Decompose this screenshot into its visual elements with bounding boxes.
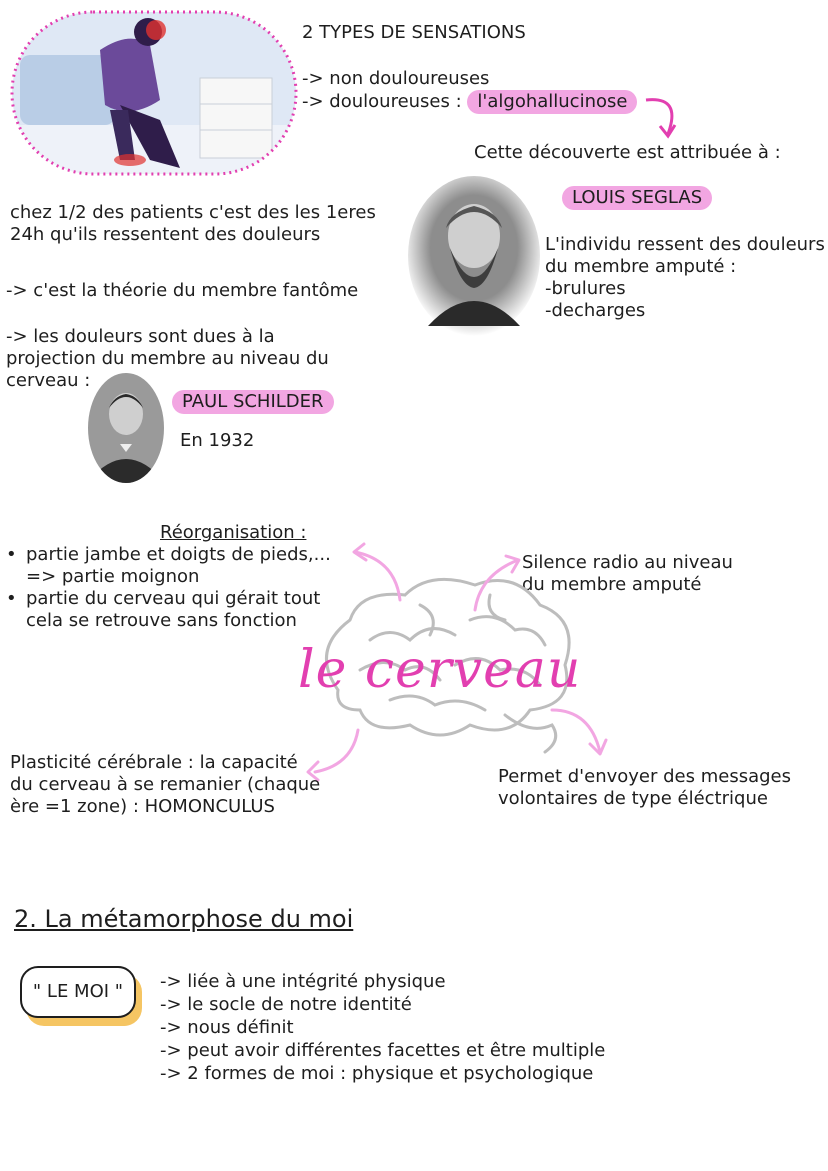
permet-text: [498, 766, 791, 810]
algohallucinose-highlight: l'algohallucinose: [467, 90, 637, 114]
reorganisation-list: [6, 544, 331, 632]
sensation-item-1: -> non douloureuses: [302, 68, 490, 89]
plasticite-line: Plasticité cérébrale : la capacité: [10, 752, 298, 773]
curved-arrow-icon: [640, 92, 690, 142]
projection-paragraph: [6, 326, 329, 392]
plasticite-text: [10, 752, 320, 818]
seglas-desc-line: -decharges: [545, 300, 646, 321]
plasticite-line: ère =1 zone) : HOMONCULUS: [10, 796, 275, 817]
attribution-text: Cette découverte est attribuée à :: [474, 142, 781, 163]
moi-list: [160, 970, 605, 1085]
le-moi-badge-label: " LE MOI ": [20, 966, 136, 1018]
patients-paragraph: [10, 202, 376, 246]
reorg-bullet-line: partie du cerveau qui gérait tout: [26, 588, 321, 609]
moi-list-item: -> nous définit: [160, 1017, 294, 1038]
permet-line: Permet d'envoyer des messages: [498, 766, 792, 787]
le-cerveau-title: le cerveau: [298, 640, 582, 700]
section-2-heading: 2. La métamorphose du moi: [14, 905, 354, 933]
reorg-bullet: • partie jambe et doigts de pieds,... => partie moignon: [6, 544, 331, 587]
paul-schilder-highlight: PAUL SCHILDER: [172, 390, 334, 414]
seglas-description: [545, 234, 825, 322]
reorganisation-title: Réorganisation :: [160, 522, 307, 543]
reorg-bullet-line: partie jambe et doigts de pieds,...: [26, 544, 331, 565]
louis-seglas-name: [562, 186, 712, 210]
moi-list-item: -> liée à une intégrité physique: [160, 971, 446, 992]
sensation-item-2-prefix: -> douloureuses :: [302, 91, 462, 112]
silence-line: Silence radio au niveau: [522, 552, 733, 573]
reorg-bullet-line: => partie moignon: [26, 566, 200, 587]
pain-illustration: [10, 10, 298, 176]
sensation-item-2: [302, 90, 637, 114]
louis-seglas-highlight: LOUIS SEGLAS: [562, 186, 712, 210]
plasticite-line: du cerveau à se remanier (chaque: [10, 774, 321, 795]
patients-line: chez 1/2 des patients c'est des les 1eres: [10, 202, 376, 223]
projection-line: projection du membre au niveau du: [6, 348, 329, 369]
le-moi-badge: [20, 966, 144, 1028]
reorg-bullet: • partie du cerveau qui gérait tout cela se retrouve sans fonction: [6, 588, 331, 632]
silence-line: du membre amputé: [522, 574, 702, 595]
moi-list-item: -> peut avoir différentes facettes et être multiple: [160, 1040, 606, 1061]
phantom-limb-text: -> c'est la théorie du membre fantôme: [6, 280, 359, 301]
seglas-desc-line: L'individu ressent des douleurs: [545, 234, 825, 255]
paul-schilder-name: [172, 390, 334, 414]
moi-list-item: -> 2 formes de moi : physique et psychologique: [160, 1063, 594, 1084]
patients-line: 24h qu'ils ressentent des douleurs: [10, 224, 321, 245]
moi-list-item: -> le socle de notre identité: [160, 994, 412, 1015]
sensations-title: 2 TYPES DE SENSATIONS: [302, 22, 526, 43]
seglas-desc-line: -brulures: [545, 278, 626, 299]
louis-seglas-portrait: [408, 176, 540, 336]
reorg-bullet-line: cela se retrouve sans fonction: [26, 610, 297, 631]
schilder-year: En 1932: [180, 430, 255, 451]
permet-line: volontaires de type éléctrique: [498, 788, 768, 809]
projection-line: cerveau :: [6, 370, 91, 391]
seglas-desc-line: du membre amputé :: [545, 256, 737, 277]
paul-schilder-portrait: [86, 372, 166, 484]
projection-line: -> les douleurs sont dues à la: [6, 326, 275, 347]
